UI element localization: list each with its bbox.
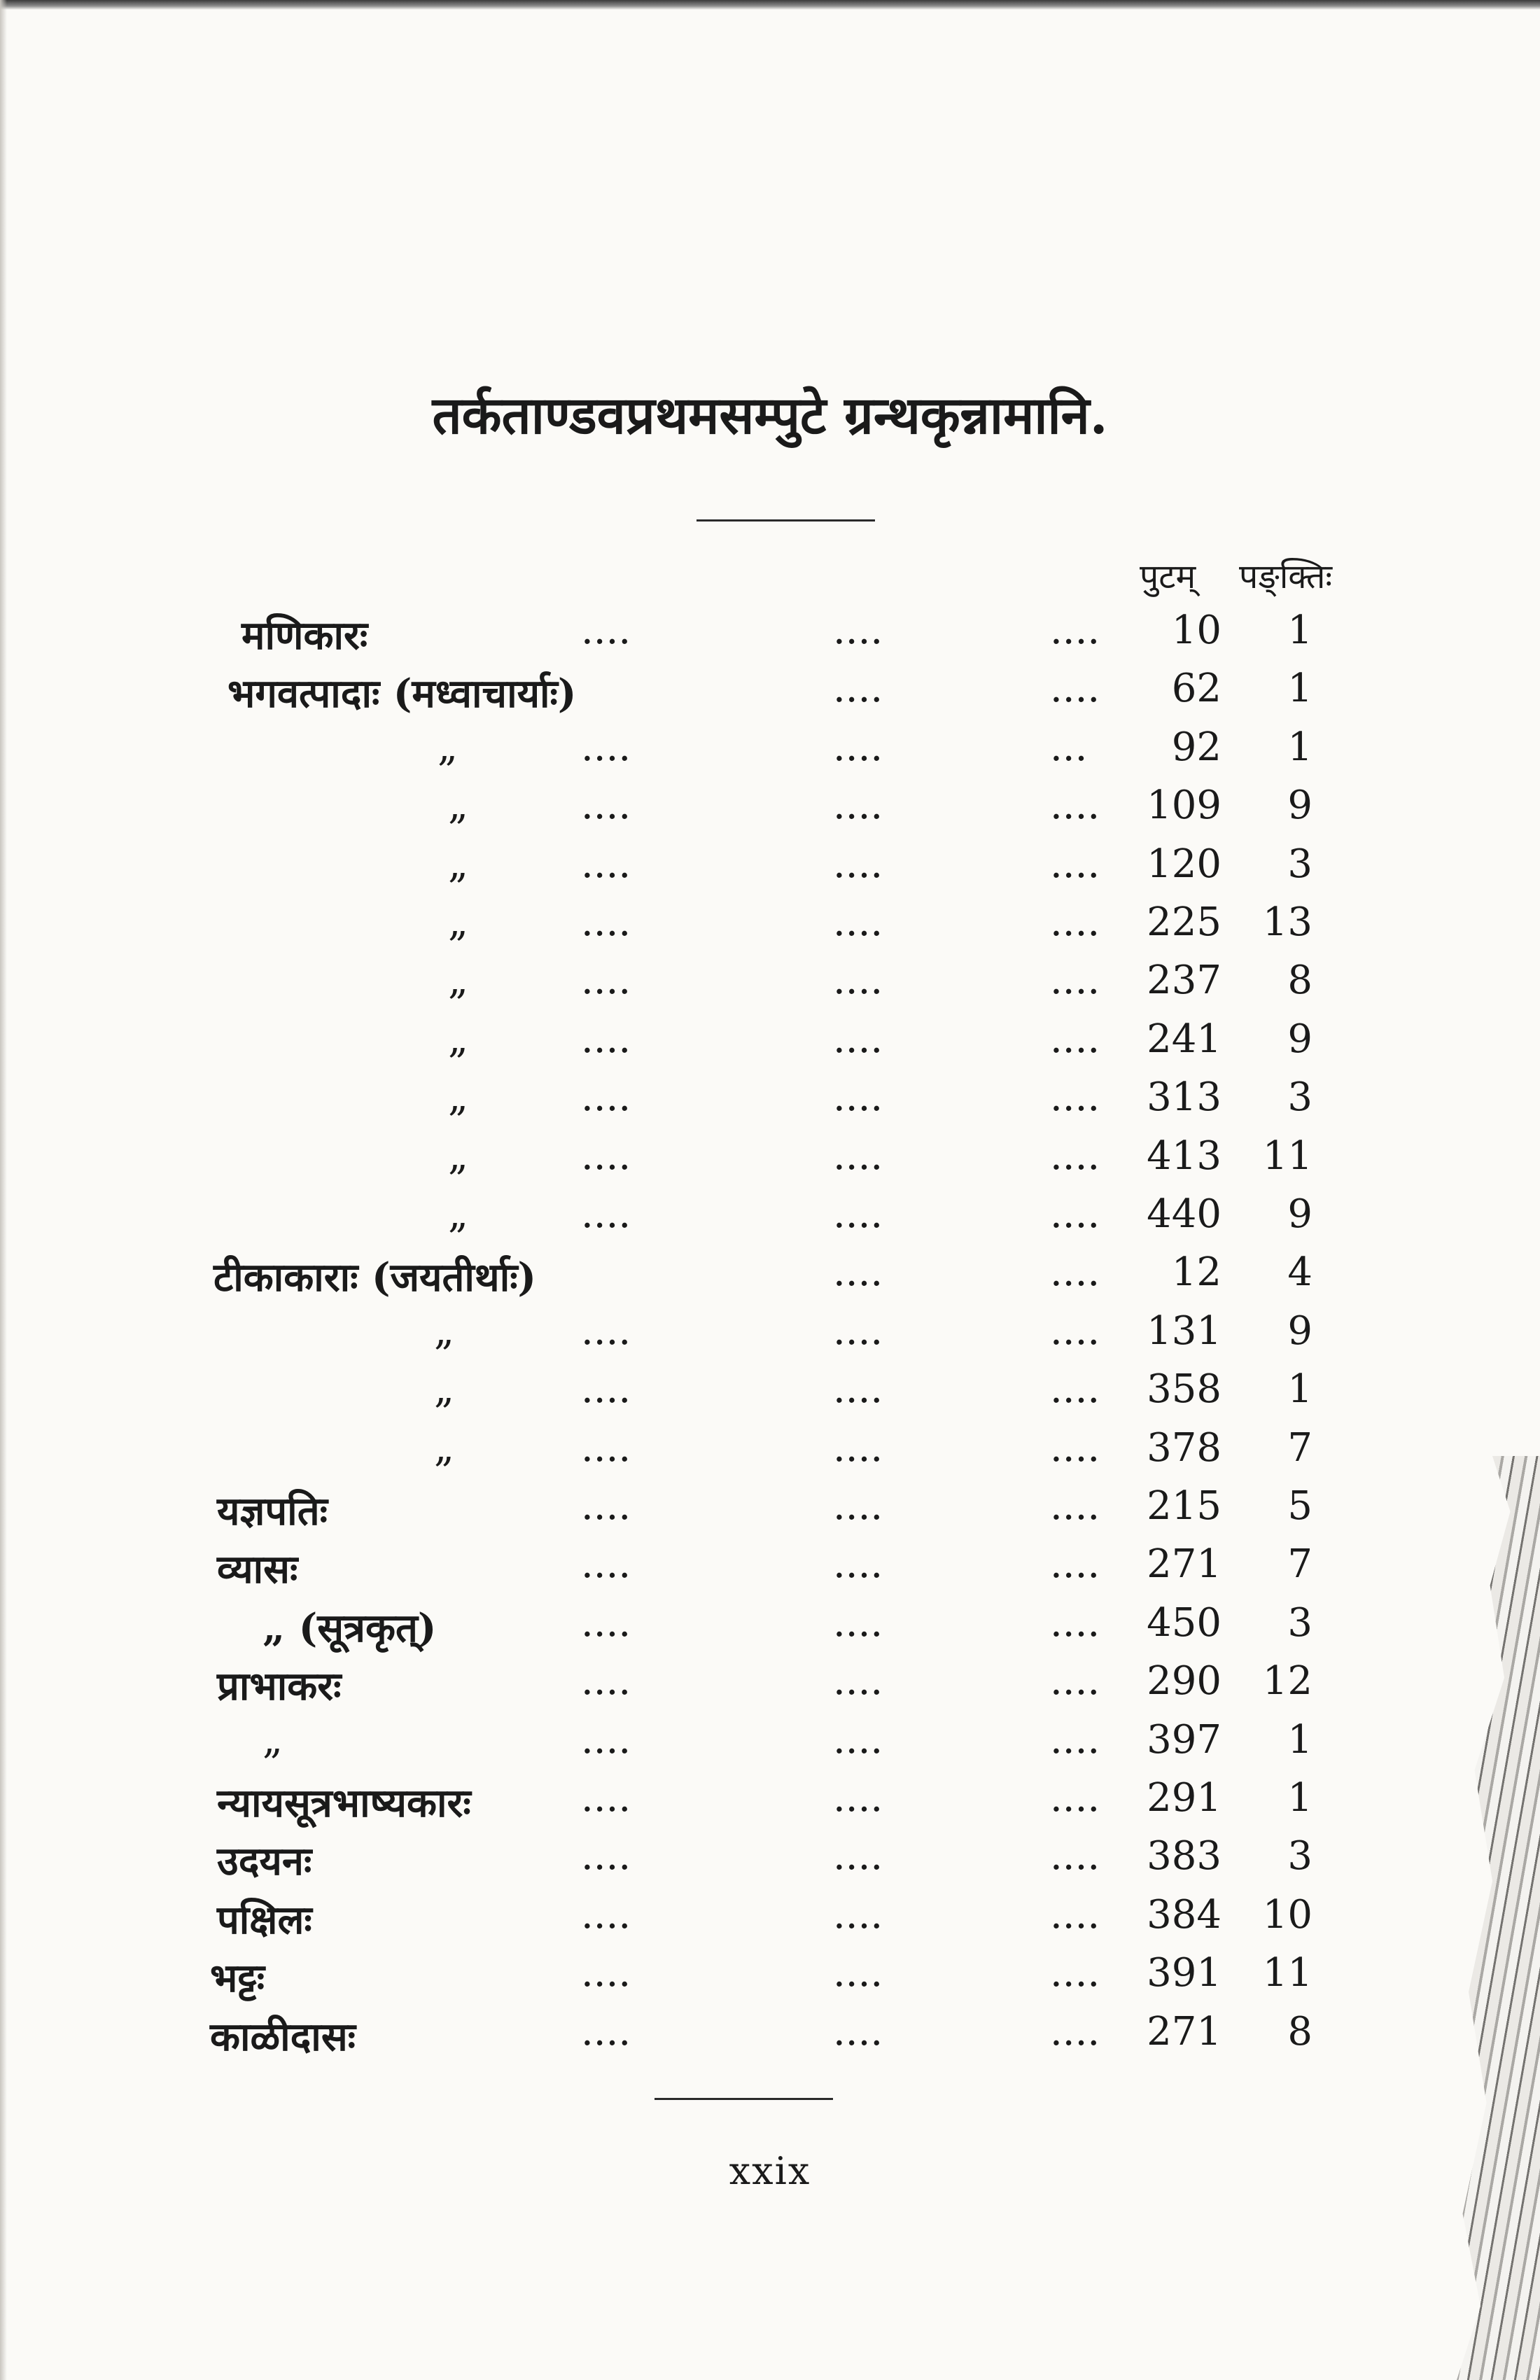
index-row <box>0 1541 1540 1600</box>
line-number-cell: 1 <box>1287 724 1312 770</box>
leader-dots: .... <box>833 1074 883 1121</box>
author-name: „ <box>434 1308 455 1354</box>
line-number-cell: 3 <box>1287 1600 1312 1646</box>
author-name: उदयनः <box>217 1838 312 1885</box>
leader-dots: .... <box>581 1600 631 1646</box>
page-number-cell: 215 <box>1147 1483 1222 1529</box>
leader-dots: .... <box>1050 958 1100 1004</box>
author-name: व्यासः <box>217 1546 298 1593</box>
leader-dots: .... <box>833 1541 883 1588</box>
leader-dots: .... <box>1050 1191 1100 1237</box>
author-name: काळीदासः <box>210 2013 356 2060</box>
leader-dots: .... <box>581 1950 631 1996</box>
index-row <box>0 1483 1540 1542</box>
index-row <box>0 841 1540 900</box>
leader-dots: .... <box>833 1483 883 1529</box>
leader-dots: .... <box>581 1424 631 1471</box>
line-number-cell: 9 <box>1287 783 1312 829</box>
bottom-divider <box>654 2098 833 2100</box>
leader-dots: .... <box>1050 1016 1100 1062</box>
leader-dots: .... <box>1050 1891 1100 1938</box>
leader-dots: .... <box>581 1191 631 1237</box>
page-number-cell: 413 <box>1147 1133 1222 1179</box>
page-number-cell: 120 <box>1147 841 1222 887</box>
leader-dots: .... <box>581 841 631 887</box>
line-number-cell: 3 <box>1287 1074 1312 1121</box>
leader-dots: .... <box>1050 1833 1100 1879</box>
author-name: मणिकारः <box>241 612 368 659</box>
page-number-cell: 383 <box>1147 1833 1222 1879</box>
line-number-cell: 1 <box>1287 1366 1312 1413</box>
page-number-cell: 12 <box>1171 1250 1222 1296</box>
line-number-cell: 8 <box>1287 2008 1312 2054</box>
page-number-cell: 384 <box>1147 1891 1222 1938</box>
author-name: „ <box>448 1074 469 1121</box>
leader-dots: .... <box>833 1366 883 1413</box>
line-number-cell: 3 <box>1287 1833 1312 1879</box>
page-number-cell: 271 <box>1147 2008 1222 2054</box>
leader-dots: .... <box>581 724 631 770</box>
leader-dots: .... <box>1050 2008 1100 2054</box>
column-header-line: पङ्क्तिः <box>1239 557 1333 596</box>
index-row <box>0 1016 1540 1075</box>
index-row <box>0 958 1540 1016</box>
index-row <box>0 1950 1540 2009</box>
index-row <box>0 1775 1540 1834</box>
leader-dots: .... <box>833 1716 883 1763</box>
page-number-cell: 92 <box>1171 724 1222 770</box>
line-number-cell: 5 <box>1287 1483 1312 1529</box>
line-number-cell: 11 <box>1262 1950 1312 1996</box>
leader-dots: .... <box>1050 1133 1100 1179</box>
leader-dots: .... <box>833 2008 883 2054</box>
leader-dots: .... <box>1050 1366 1100 1413</box>
line-number-cell: 9 <box>1287 1308 1312 1354</box>
leader-dots: .... <box>1050 1600 1100 1646</box>
page-number-cell: 291 <box>1147 1775 1222 1821</box>
index-row <box>0 724 1540 783</box>
line-number-cell: 12 <box>1262 1658 1312 1704</box>
index-row <box>0 1133 1540 1192</box>
leader-dots: .... <box>833 1891 883 1938</box>
line-number-cell: 10 <box>1262 1891 1312 1938</box>
page-number-cell: 397 <box>1147 1716 1222 1763</box>
leader-dots: .... <box>1050 1716 1100 1763</box>
page-number-cell: 237 <box>1147 958 1222 1004</box>
leader-dots: .... <box>1050 1074 1100 1121</box>
leader-dots: .... <box>833 1133 883 1179</box>
index-row <box>0 1600 1540 1659</box>
author-name: „ <box>448 1191 469 1237</box>
index-row <box>0 1250 1540 1308</box>
leader-dots: .... <box>1050 1308 1100 1354</box>
leader-dots: .... <box>833 1016 883 1062</box>
page-number-cell: 450 <box>1147 1600 1222 1646</box>
line-number-cell: 11 <box>1262 1133 1312 1179</box>
index-row <box>0 1717 1540 1776</box>
leader-dots: .... <box>833 1191 883 1237</box>
leader-dots: .... <box>581 1074 631 1121</box>
index-row <box>0 1308 1540 1367</box>
line-number-cell: 1 <box>1287 1775 1312 1821</box>
line-number-cell: 4 <box>1287 1250 1312 1296</box>
leader-dots: .... <box>833 724 883 770</box>
leader-dots: .... <box>581 1483 631 1529</box>
page-number-cell: 10 <box>1171 608 1222 653</box>
leader-dots: .... <box>581 783 631 829</box>
line-number-cell: 7 <box>1287 1541 1312 1588</box>
leader-dots: .... <box>581 1658 631 1704</box>
index-row <box>0 666 1540 724</box>
page-title: तर्कताण्डवप्रथमसम्पुटे ग्रन्थकृन्नामानि. <box>432 386 1108 446</box>
index-row <box>0 1366 1540 1425</box>
leader-dots: .... <box>581 2008 631 2054</box>
column-header-page: पुटम् <box>1140 557 1196 596</box>
page-number-cell: 271 <box>1147 1541 1222 1588</box>
leader-dots: .... <box>833 1308 883 1354</box>
leader-dots: .... <box>581 1016 631 1062</box>
leader-dots: .... <box>833 783 883 829</box>
leader-dots: .... <box>1050 1775 1100 1821</box>
leader-dots: .... <box>581 1716 631 1763</box>
author-name: „ <box>448 1133 469 1179</box>
author-name: भगवत्पादाः (मध्वाचार्याः) <box>227 671 577 718</box>
leader-dots: .... <box>833 1833 883 1879</box>
leader-dots: .... <box>581 899 631 945</box>
page-number-cell: 225 <box>1147 899 1222 945</box>
index-row <box>0 899 1540 958</box>
leader-dots: .... <box>1050 608 1100 653</box>
leader-dots: .... <box>1050 1541 1100 1588</box>
leader-dots: .... <box>581 1133 631 1179</box>
leader-dots: .... <box>1050 666 1100 712</box>
line-number-cell: 7 <box>1287 1424 1312 1471</box>
leader-dots: .... <box>581 1891 631 1938</box>
leader-dots: .... <box>1050 783 1100 829</box>
index-row <box>0 1892 1540 1951</box>
author-name: „ <box>448 1016 469 1062</box>
leader-dots: .... <box>1050 841 1100 887</box>
page-number-cell: 378 <box>1147 1424 1222 1471</box>
leader-dots: .... <box>581 1775 631 1821</box>
leader-dots: .... <box>833 1600 883 1646</box>
leader-dots: .... <box>581 1833 631 1879</box>
author-name: „ <box>262 1716 284 1763</box>
leader-dots: .... <box>833 1950 883 1996</box>
page-number-cell: 391 <box>1147 1950 1222 1996</box>
leader-dots: .... <box>833 1424 883 1471</box>
leader-dots: .... <box>581 1541 631 1588</box>
page-number-cell: 358 <box>1147 1366 1222 1413</box>
index-row <box>0 1833 1540 1892</box>
line-number-cell: 9 <box>1287 1016 1312 1062</box>
page-number-cell: 109 <box>1147 783 1222 829</box>
leader-dots: .... <box>581 1308 631 1354</box>
index-row <box>0 1191 1540 1250</box>
leader-dots: .... <box>1050 1483 1100 1529</box>
leader-dots: ... <box>1050 724 1088 770</box>
author-name: „ <box>448 783 469 829</box>
leader-dots: .... <box>833 666 883 712</box>
author-name: „ <box>448 841 469 887</box>
leader-dots: .... <box>833 1250 883 1296</box>
line-number-cell: 9 <box>1287 1191 1312 1237</box>
leader-dots: .... <box>581 958 631 1004</box>
page-number-cell: 440 <box>1147 1191 1222 1237</box>
leader-dots: .... <box>833 1775 883 1821</box>
leader-dots: .... <box>833 958 883 1004</box>
page-number-cell: 313 <box>1147 1074 1222 1121</box>
index-row <box>0 1425 1540 1484</box>
leader-dots: .... <box>581 1366 631 1413</box>
author-name: यज्ञपतिः <box>217 1488 328 1534</box>
author-name: पक्षिलः <box>217 1896 312 1943</box>
leader-dots: .... <box>833 1658 883 1704</box>
leader-dots: .... <box>833 608 883 653</box>
leader-dots: .... <box>1050 1424 1100 1471</box>
line-number-cell: 1 <box>1287 666 1312 712</box>
index-row <box>0 608 1540 666</box>
leader-dots: .... <box>1050 899 1100 945</box>
line-number-cell: 1 <box>1287 608 1312 653</box>
author-name: „ <box>434 1366 455 1413</box>
author-name: „ (सूत्रकृत्) <box>262 1604 437 1651</box>
leader-dots: .... <box>581 608 631 653</box>
page-number-cell: 131 <box>1147 1308 1222 1354</box>
author-name: „ <box>448 958 469 1004</box>
author-name: „ <box>434 1424 455 1471</box>
line-number-cell: 1 <box>1287 1716 1312 1763</box>
index-row <box>0 1658 1540 1717</box>
leader-dots: .... <box>1050 1658 1100 1704</box>
page-number-cell: 62 <box>1171 666 1222 712</box>
author-name: न्यायसूत्रभाष्यकारः <box>217 1780 471 1826</box>
author-name: „ <box>438 724 458 770</box>
leader-dots: .... <box>833 841 883 887</box>
author-name: „ <box>448 899 469 945</box>
leader-dots: .... <box>1050 1250 1100 1296</box>
leader-dots: .... <box>833 899 883 945</box>
author-name: भट्टः <box>210 1955 265 2002</box>
line-number-cell: 13 <box>1262 899 1312 945</box>
index-row <box>0 1074 1540 1133</box>
author-name: प्राभाकरः <box>217 1663 342 1710</box>
page-number: xxix <box>729 2149 811 2193</box>
leader-dots: .... <box>1050 1950 1100 1996</box>
line-number-cell: 3 <box>1287 841 1312 887</box>
index-row <box>0 2009 1540 2068</box>
index-row <box>0 783 1540 841</box>
line-number-cell: 8 <box>1287 958 1312 1004</box>
page-number-cell: 241 <box>1147 1016 1222 1062</box>
author-name: टीकाकाराः (जयतीर्थाः) <box>214 1254 537 1301</box>
page-number-cell: 290 <box>1147 1658 1222 1704</box>
